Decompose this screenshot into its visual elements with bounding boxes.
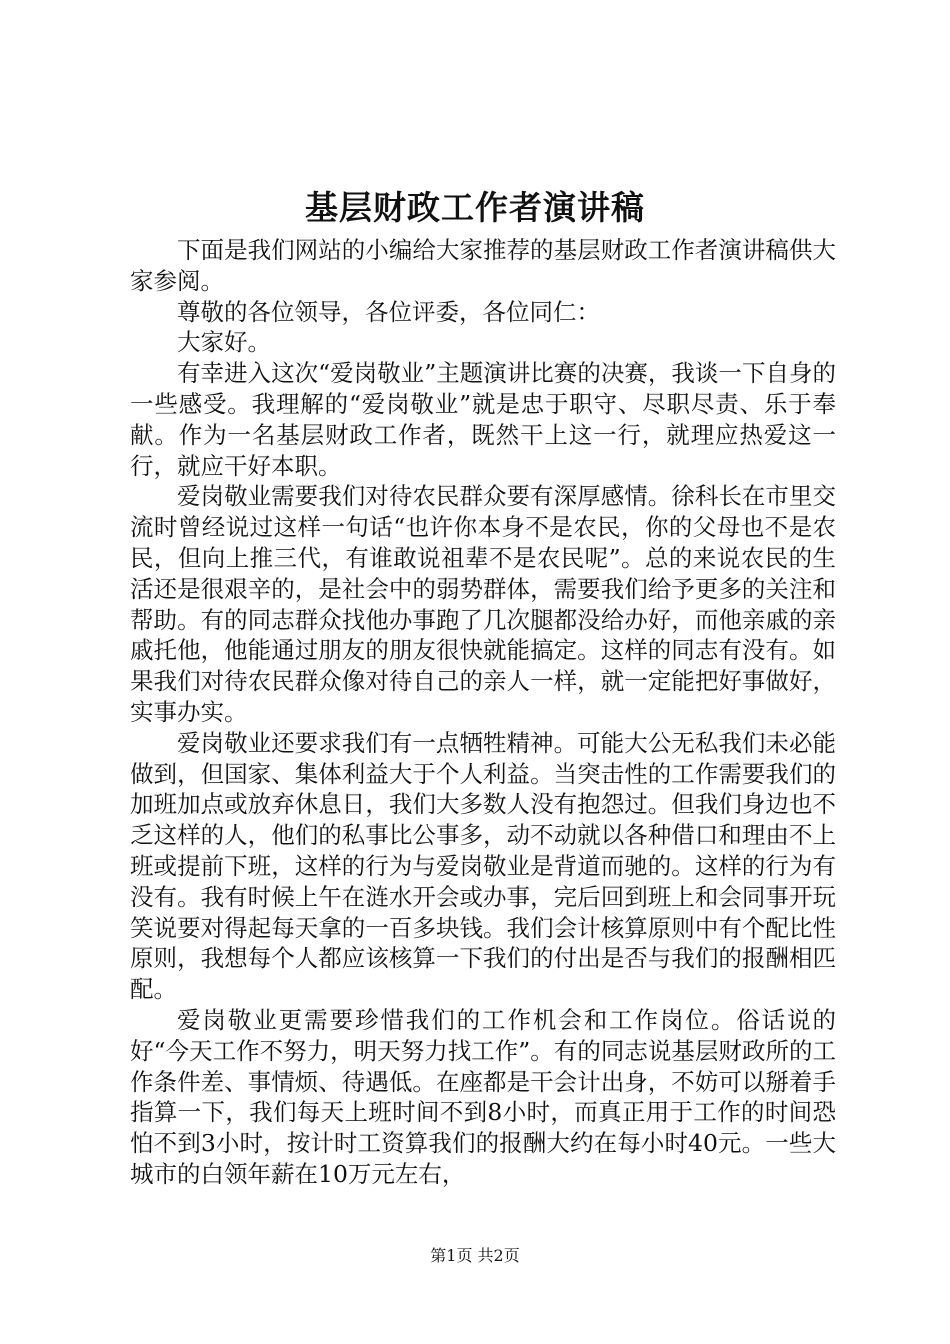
paragraph-opening: 有幸进入这次“爱岗敬业”主题演讲比赛的决赛，我谈一下自身的一些感受。我理解的“爱岗敬业”就是忠于职守、尽职尽责、乐于奉献。作为一名基层财政工作者，既然干上这一行，就理应热爱这一行，就应干好本职。: [130, 359, 836, 480]
document-title: 基层财政工作者演讲稿: [305, 188, 645, 227]
page-number-footer: 第1页 共2页: [430, 1246, 520, 1265]
paragraph-farmers: 爱岗敬业需要我们对待农民群众要有深厚感情。徐科长在市里交流时曾经说过这样一句话“也许你本身不是农民，你的父母也不是农民，但向上推三代，有谁敢说祖辈不是农民呢”。总的来说农民的生活还是很艰辛的，是社会中的弱势群体，需要我们给予更多的关注和帮助。有的同志群众找他办事跑了几次腿都没给办好，而他亲戚的亲戚托他，他能通过朋友的朋友很快就能搞定。这样的同志有没有。如果我们对待农民群众像对待自己的亲人一样，就一定能把好事做好，实事办实。: [130, 482, 836, 726]
paragraph-cherish: 爱岗敬业更需要珍惜我们的工作机会和工作岗位。俗话说的好“今天工作不努力，明天努力找工作”。有的同志说基层财政所的工作条件差、事情烦、待遇低。在座都是干会计出身，不妨可以掰着手指算一下，我们每天上班时间不到8小时，而真正用于工作的时间恐怕不到3小时，按计时工资算我们的报酬大约在每小时40元。一些大城市的白领年薪在10万元左右，: [130, 1005, 836, 1188]
document-body: [130, 235, 836, 1190]
paragraph-salutation: 尊敬的各位领导，各位评委，各位同仁：: [177, 297, 600, 326]
paragraph-intro: 下面是我们网站的小编给大家推荐的基层财政工作者演讲稿供大家参阅。: [130, 236, 836, 295]
paragraph-greeting: 大家好。: [177, 328, 271, 357]
paragraph-sacrifice: 爱岗敬业还要求我们有一点牺牲精神。可能大公无私我们未必能做到，但国家、集体利益大于个人利益。当突击性的工作需要我们的加班加点或放弃休息日，我们大多数人没有抱怨过。但我们身边也不乏这样的人，他们的私事比公事多，动不动就以各种借口和理由不上班或提前下班，这样的行为与爱岗敬业是背道而驰的。这样的行为有没有。我有时候上午在涟水开会或办事，完后回到班上和会同事开玩笑说要对得起每天拿的一百多块钱。我们会计核算原则中有个配比性原则，我想每个人都应该核算一下我们的付出是否与我们的报酬相匹配。: [130, 728, 836, 1004]
